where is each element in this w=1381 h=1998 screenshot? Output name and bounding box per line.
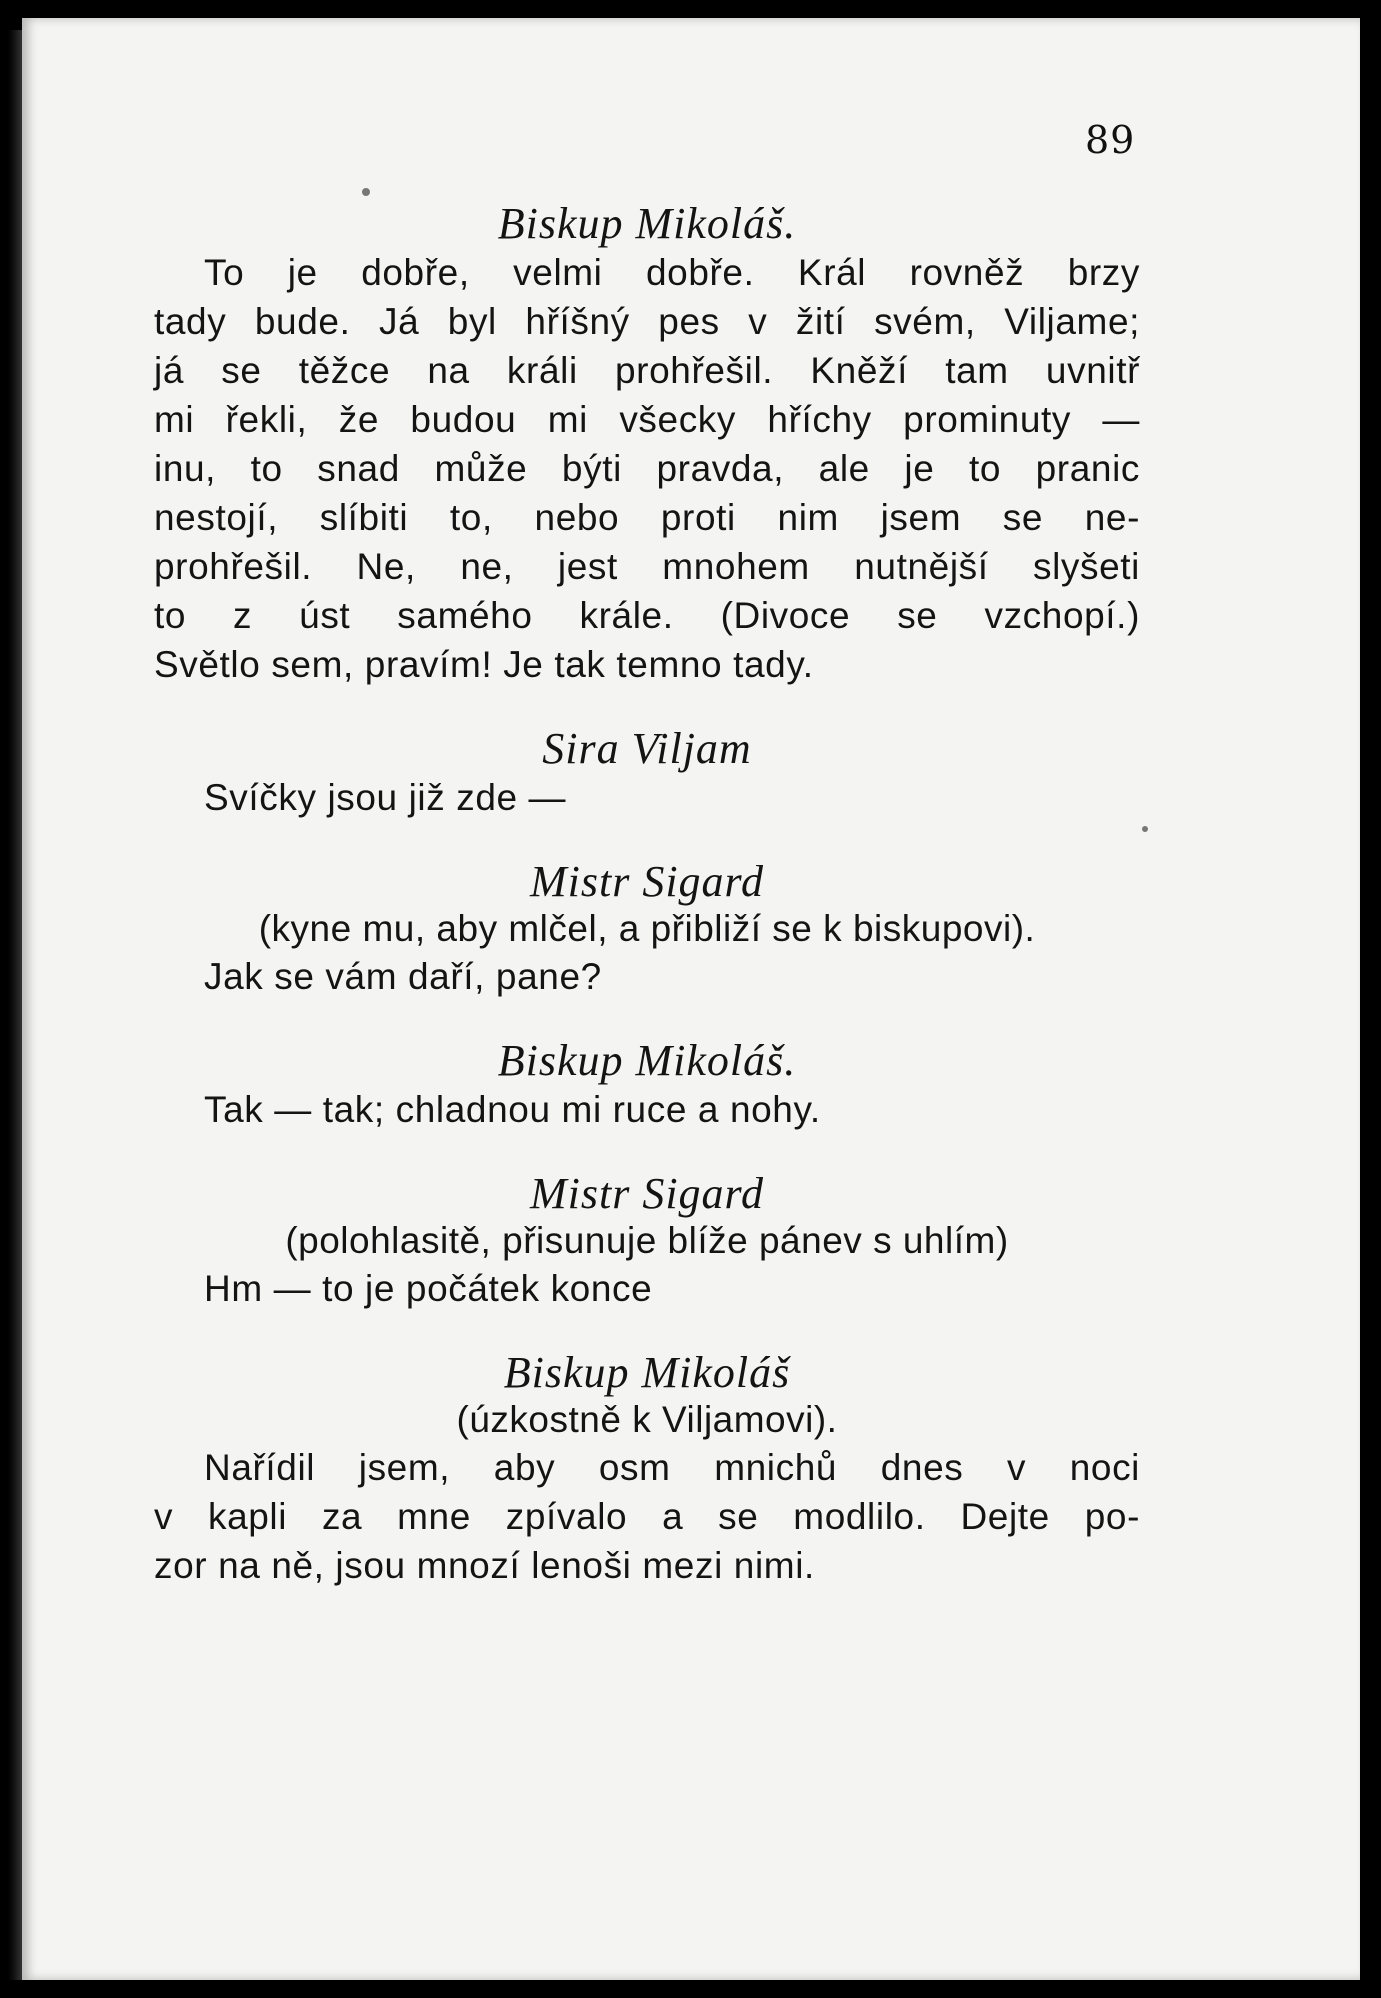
speaker-name: Biskup Mikoláš. <box>497 1036 797 1085</box>
speaker-name: Biskup Mikoláš <box>503 1348 791 1397</box>
dialogue-line: Hm — to je počátek konce <box>204 1268 653 1309</box>
dialogue-line: to z úst samého krále. (Divoce se vzchopí.) <box>154 595 1140 636</box>
dialogue-line: nestojí, slíbiti to, nebo proti nim jsem se ne- <box>154 497 1140 538</box>
page-number: 89 <box>1085 118 1136 162</box>
dialogue-line: To je dobře, velmi dobře. Král rovněž brzy <box>204 252 1140 293</box>
dialogue-line: zor na ně, jsou mnozí lenoši mezi nimi. <box>154 1545 815 1586</box>
speaker-name: Sira Viljam <box>542 724 752 773</box>
dialogue-line: Jak se vám daří, pane? <box>204 956 602 997</box>
dialogue-paragraph <box>154 248 1140 689</box>
dialogue-line: mi řekli, že budou mi všecky hříchy prominuty — <box>154 399 1140 440</box>
dialogue-line: v kapli za mne zpívalo a se modlilo. Dejte po- <box>154 1496 1140 1537</box>
speaker-name: Biskup Mikoláš. <box>497 199 797 248</box>
stage-direction: (polohlasitě, přisunuje blíže pánev s uhlím) <box>285 1220 1009 1261</box>
dialogue-line: Nařídil jsem, aby osm mnichů dnes v noci <box>204 1447 1140 1488</box>
book-binding-shadow <box>8 30 22 1980</box>
paper-speck <box>362 188 370 196</box>
speaker-name: Mistr Sigard <box>529 857 765 906</box>
dialogue-line: prohřešil. Ne, ne, jest mnohem nutnější slyšeti <box>154 546 1140 587</box>
dialogue-line: Svíčky jsou již zde — <box>204 777 567 818</box>
dialogue-line: já se těžce na králi prohřešil. Kněží tam uvnitř <box>154 350 1140 391</box>
dialogue-paragraph <box>154 1443 1140 1590</box>
play-text <box>154 200 1140 1590</box>
paper-speck <box>1142 826 1148 832</box>
dialogue-line: Tak — tak; chladnou mi ruce a nohy. <box>204 1089 821 1130</box>
dialogue-line: Světlo sem, pravím! Je tak temno tady. <box>154 644 814 685</box>
speaker-name: Mistr Sigard <box>529 1169 765 1218</box>
dialogue-line: inu, to snad může býti pravda, ale je to pranic <box>154 448 1140 489</box>
stage-direction: (úzkostně k Viljamovi). <box>456 1399 838 1440</box>
dialogue-line: tady bude. Já byl hříšný pes v žití svém, Viljame; <box>154 301 1140 342</box>
stage-direction: (kyne mu, aby mlčel, a přibliží se k biskupovi). <box>258 908 1036 949</box>
